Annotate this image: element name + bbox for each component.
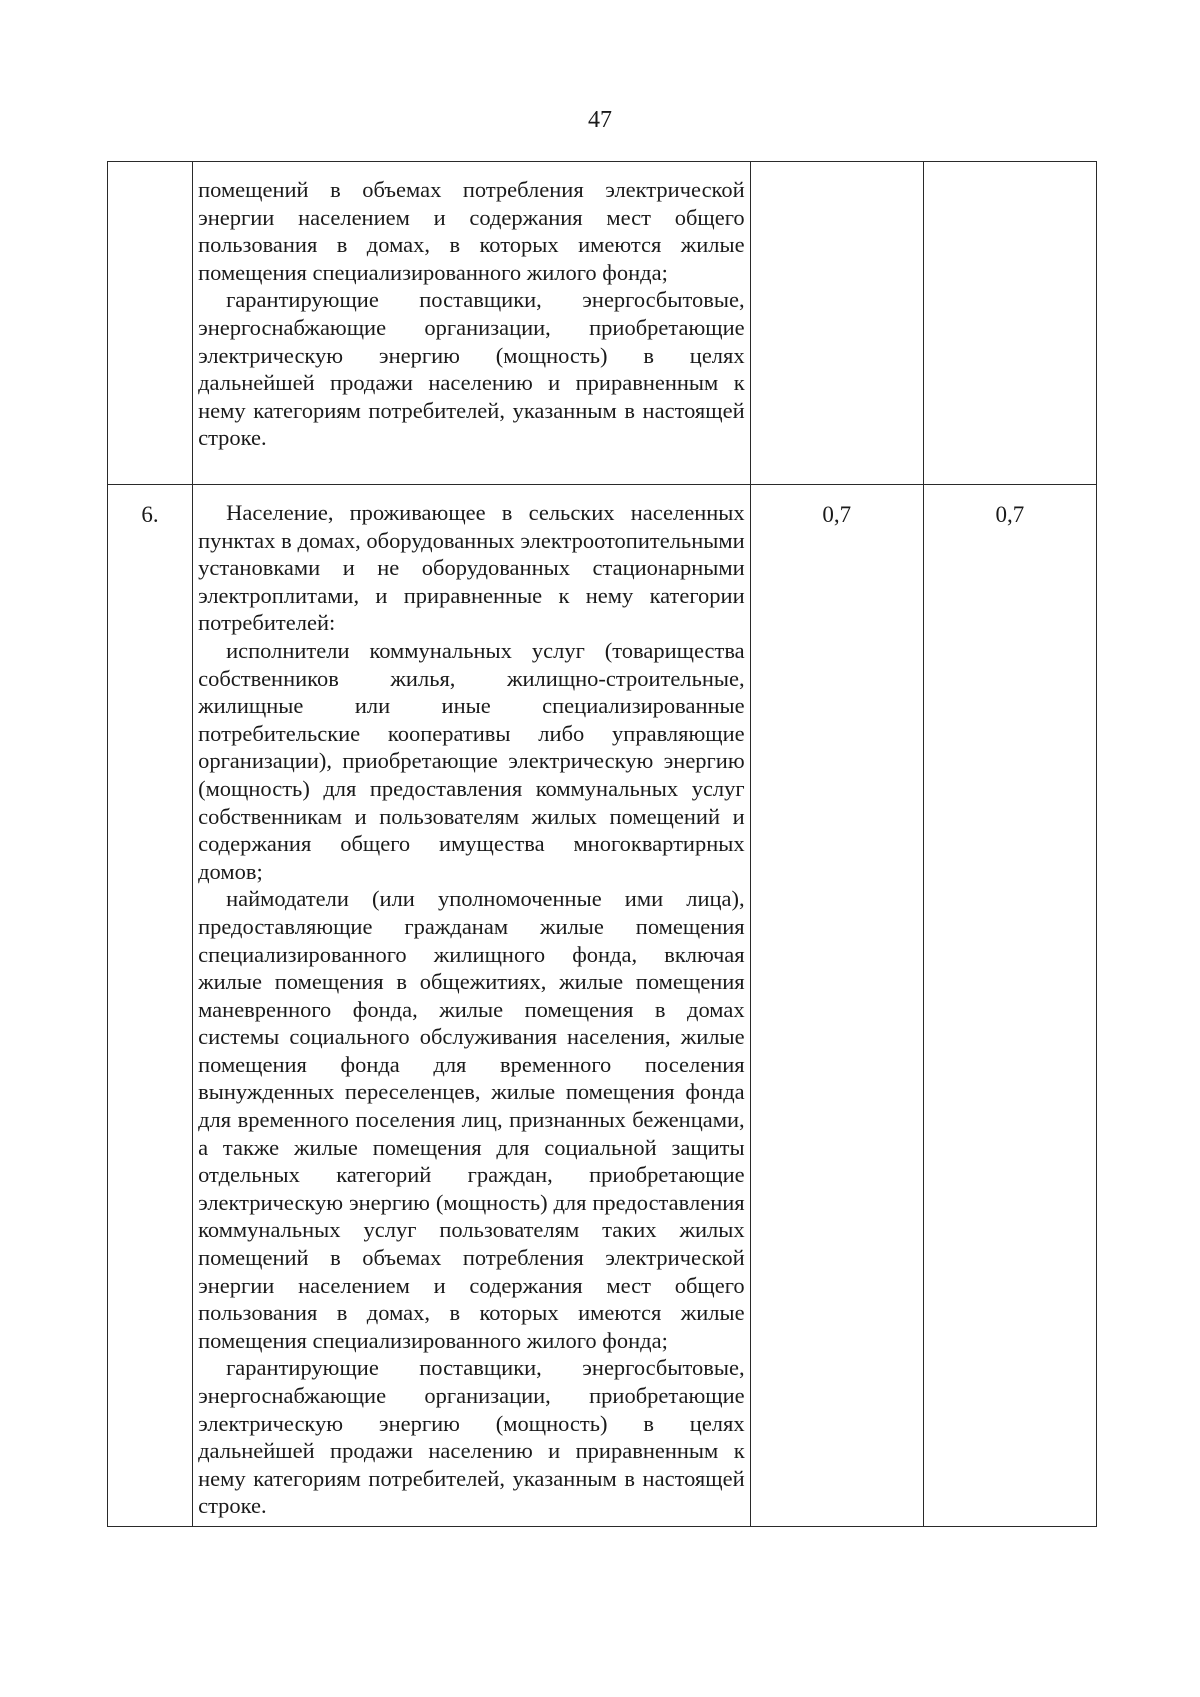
value-cell-2: 0,7: [923, 485, 1096, 1527]
description-paragraph: гарантирующие поставщики, энергосбытовые, энергоснабжающие организации, приобретающие электрическую энергию (мощность) в целях дальнейшей продажи населению и приравненным к нему категориям потребителей, указанным в настоящей строке.: [198, 1355, 745, 1519]
description-paragraph: помещений в объемах потребления электрической энергии населением и содержания мест общего пользования в домах, в которых имеются жилые помещения специализированного жилого фонда;: [198, 177, 745, 285]
row-number-cell: [108, 162, 193, 485]
row-number-cell: 6.: [108, 485, 193, 1527]
table-row-6: [108, 485, 1097, 1527]
description-cell: [193, 162, 751, 485]
description-paragraph: гарантирующие поставщики, энергосбытовые, энергоснабжающие организации, приобретающие электрическую энергию (мощность) в целях дальнейшей продажи населению и приравненным к нему категориям потребителей, указанным в настоящей строке.: [198, 287, 745, 451]
description-paragraph: исполнители коммунальных услуг (товарищества собственников жилья, жилищно-строительные, жилищные или иные специализированные потребительские кооперативы либо управляющие организации), приобретающие электрическую энергию (мощность) для предоставления коммунальных услуг собственникам и пользователям жилых помещений и содержания общего имущества многоквартирных домов;: [198, 637, 745, 884]
table-row-continued: [108, 162, 1097, 485]
page-number: 47: [588, 107, 612, 133]
value-cell-2: [923, 162, 1096, 485]
tariff-table: [107, 161, 1097, 1527]
description-paragraph: Население, проживающее в сельских населенных пунктах в домах, оборудованных электроотопительными установками и не оборудованных стационарными электроплитами, и приравненные к нему категории потребителей:: [198, 500, 745, 636]
value-cell-1: [750, 162, 923, 485]
value-cell-1: 0,7: [750, 485, 923, 1527]
description-cell: [193, 485, 751, 1527]
description-paragraph: наймодатели (или уполномоченные ими лица), предоставляющие гражданам жилые помещения специализированного жилищного фонда, включая жилые помещения в общежитиях, жилые помещения маневренного фонда, жилые помещения в домах системы социального обслуживания населения, жилые помещения фонда для временного поселения вынужденных переселенцев, жилые помещения фонда для временного поселения лиц, признанных беженцами, а также жилые помещения для социальной защиты отдельных категорий граждан, приобретающие электрическую энергию (мощность) для предоставления коммунальных услуг пользователям таких жилых помещений в объемах потребления электрической энергии населением и содержания мест общего пользования в домах, в которых имеются жилые помещения специализированного жилого фонда;: [198, 886, 745, 1353]
